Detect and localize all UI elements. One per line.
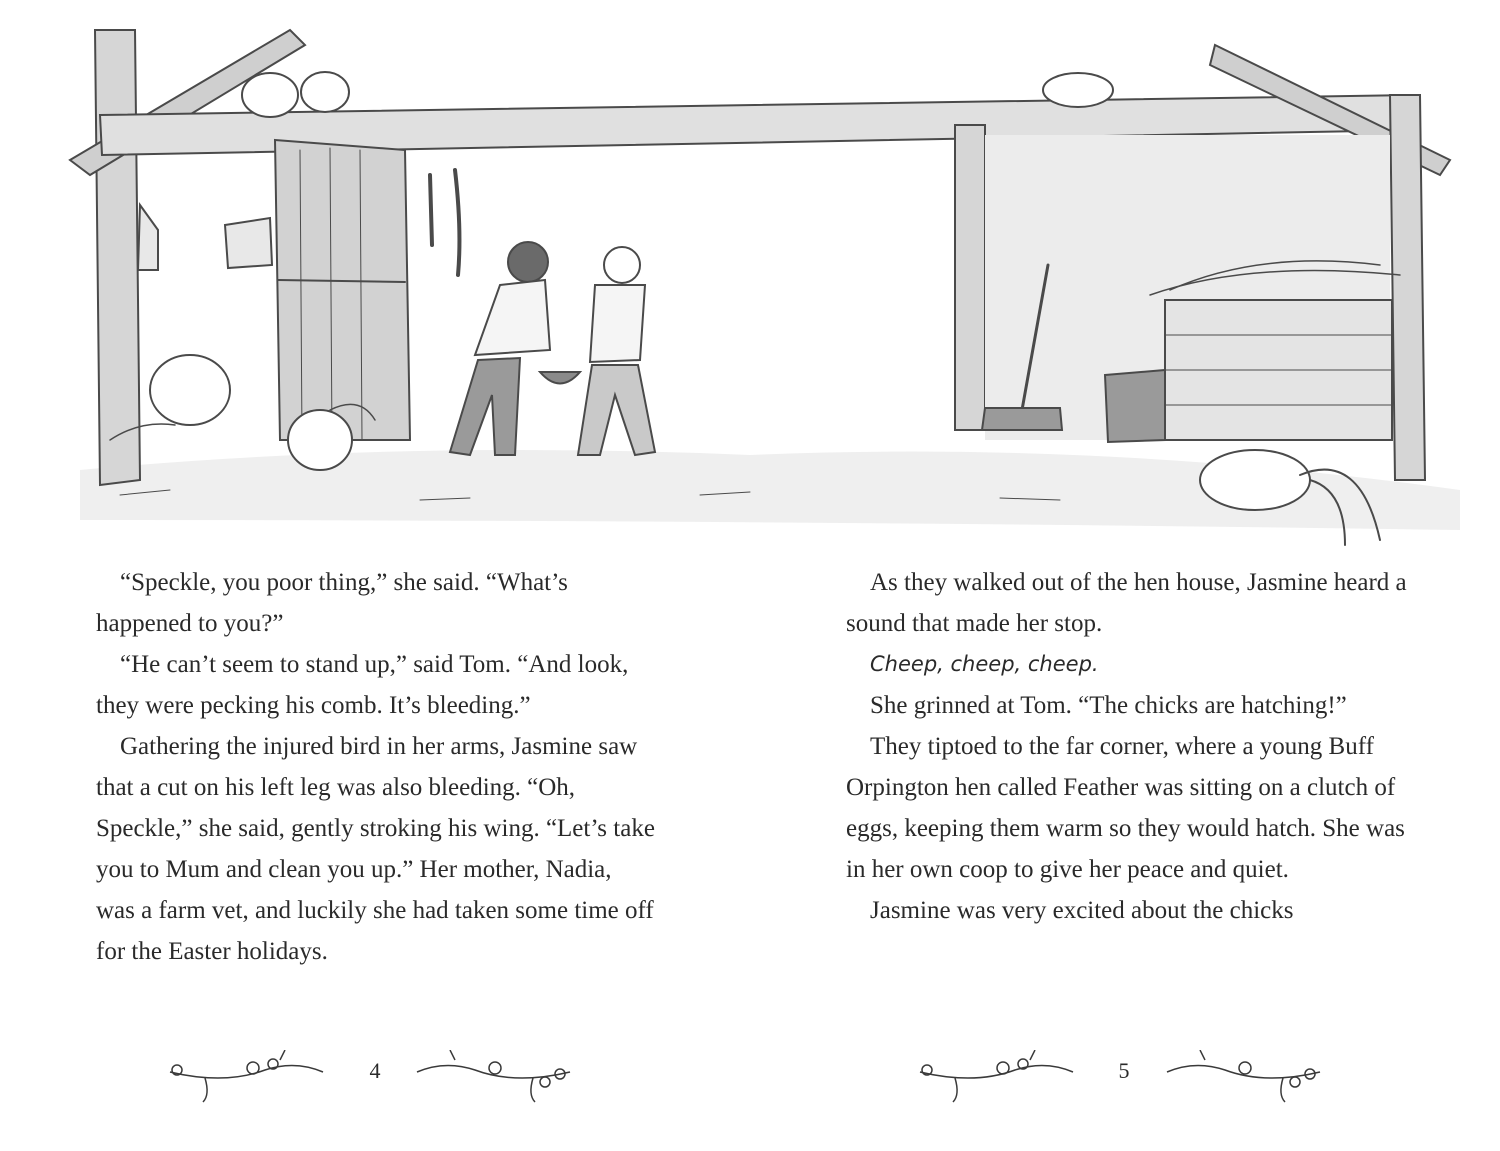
right-page-text [846, 562, 1411, 931]
floral-vine-icon [915, 1050, 1075, 1108]
left-page-text [96, 562, 656, 972]
page-number: 5 [1118, 1058, 1130, 1083]
page-number: 4 [369, 1058, 381, 1083]
paragraph: They tiptoed to the far corner, where a young Buff Orpington hen called Feather was sitting on a clutch of eggs, keeping them warm so they would hatch. She was in her own coop to give her peace and quiet. [846, 733, 1405, 883]
barn-illustration [0, 0, 1500, 560]
paragraph: Jasmine was very excited about the chicks [870, 897, 1294, 924]
paragraph: She grinned at Tom. “The chicks are hatching!” [870, 692, 1347, 719]
floral-vine-icon [415, 1050, 575, 1108]
paragraph: “Speckle, you poor thing,” she said. “What’s happened to you?” [96, 569, 568, 637]
floral-vine-icon [165, 1050, 325, 1108]
paragraph: “He can’t seem to stand up,” said Tom. “And look, they were pecking his comb. It’s bleeding.” [96, 651, 629, 719]
paragraph: As they walked out of the hen house, Jasmine heard a sound that made her stop. [846, 569, 1407, 637]
paragraph-italic: Cheep, cheep, cheep. [870, 652, 1099, 676]
paragraph: Gathering the injured bird in her arms, Jasmine saw that a cut on his left leg was also bleeding. “Oh, Speckle,” she said, gently stroking his wing. “Let’s take you to Mum and clean you up.” Her mother, Nadia, was a farm vet, and luckily she had taken some time off for the Easter holidays. [96, 733, 655, 965]
floral-vine-icon [1165, 1050, 1325, 1108]
